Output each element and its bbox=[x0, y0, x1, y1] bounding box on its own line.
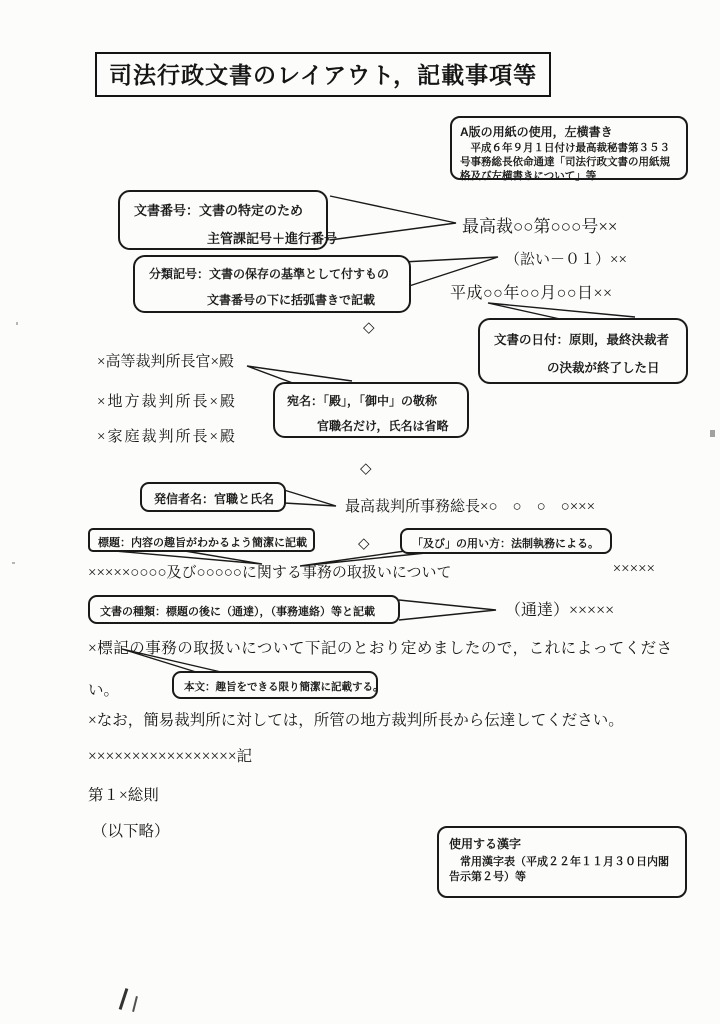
callout-sender-label: 発信者名：官職と氏名 bbox=[154, 492, 275, 506]
connector-sender bbox=[284, 490, 336, 506]
callout-doc-type bbox=[88, 595, 400, 624]
scan-artifact bbox=[12, 562, 15, 564]
callout-class-code-line2: 文書番号の下に括弧書きで記載 bbox=[207, 293, 376, 307]
callout-addressee-line2: 官職名だけ，氏名は省略 bbox=[317, 419, 449, 433]
addressee-line-2: ×地方裁判所長×殿 bbox=[97, 394, 237, 410]
note-paper-body: 平成６年９月１日付け最高裁秘書第３５３号事務総長依命通達「司法行政文書の用紙規格及び左横書きについて」等 bbox=[460, 142, 670, 183]
callout-doc-date-line1: 文書の日付：原則，最終決裁者 bbox=[494, 333, 670, 347]
callout-oyobi bbox=[400, 528, 612, 554]
callout-body-note bbox=[172, 671, 384, 699]
scan-artifact bbox=[16, 322, 18, 325]
class-code-line: （訟い－０１）×× bbox=[505, 252, 627, 268]
connector-doc-number bbox=[330, 196, 456, 240]
connector-doc-type bbox=[399, 600, 496, 620]
diamond-separator-1: ◇ bbox=[363, 320, 375, 336]
note-paper-heading: A版の用紙の使用，左横書き bbox=[460, 125, 613, 139]
callout-doc-number bbox=[118, 190, 338, 250]
callout-oyobi-label: 「及び」の用い方：法制執務による。 bbox=[412, 538, 599, 550]
callout-doc-date-line2: の決裁が終了した日 bbox=[547, 361, 660, 375]
note-kanji-body: 常用漢字表（平成２２年１１月３０日内閣告示第２号）等 bbox=[449, 856, 669, 883]
subject-line-left: ×××××○○○○及び○○○○○に関する事務の取扱いについて bbox=[88, 565, 452, 581]
ikaryaku-line: （以下略） bbox=[92, 823, 170, 840]
callout-addressee bbox=[273, 382, 469, 438]
note-kanji bbox=[437, 826, 687, 898]
callout-doc-number-line2: 主管課記号＋進行番号 bbox=[207, 231, 338, 246]
subject-line bbox=[88, 561, 655, 582]
callout-body-note-label: 本文：趣旨をできる限り簡潔に記載する。 bbox=[184, 681, 384, 693]
connector-doc-date bbox=[488, 303, 635, 319]
doc-type-line: （通達）××××× bbox=[505, 602, 615, 619]
callout-doc-type-label: 文書の種類：標題の後に（通達），（事務連絡）等と記載 bbox=[100, 606, 375, 618]
callout-subject-label: 標題：内容の趣旨がわかるよう簡潔に記載 bbox=[98, 537, 307, 549]
note-paper-standard bbox=[450, 116, 688, 183]
section-line: 第１×総則 bbox=[88, 787, 159, 804]
addressee-line-1: ×高等裁判所長官×殿 bbox=[97, 354, 234, 370]
callout-subject bbox=[88, 528, 315, 552]
callout-class-code bbox=[133, 255, 411, 313]
date-line: 平成○○年○○月○○日×× bbox=[450, 285, 613, 302]
doc-number-line: 最高裁○○第○○○号×× bbox=[462, 217, 618, 236]
ki-line: ×××××××××××××××××記 bbox=[88, 748, 253, 765]
addressee-line-3: ×家庭裁判所長×殿 bbox=[97, 429, 237, 445]
diamond-separator-3: ◇ bbox=[358, 536, 370, 552]
scan-artifact bbox=[710, 430, 715, 437]
callout-doc-number-line1: 文書番号：文書の特定のため bbox=[134, 203, 304, 218]
callout-class-code-line1: 分類記号：文書の保存の基準として付すもの bbox=[149, 267, 390, 281]
diamond-separator-2: ◇ bbox=[360, 461, 372, 477]
body-line-1: ×標記の事務の取扱いについて下記のとおり定めましたので，これによってくださ bbox=[88, 640, 673, 657]
callout-doc-date bbox=[478, 318, 688, 384]
subject-line-right: ××××× bbox=[612, 561, 655, 577]
sender-line: 最高裁判所事務総長×○ ○ ○ ○××× bbox=[345, 499, 596, 515]
note-kanji-heading: 使用する漢字 bbox=[449, 837, 522, 851]
callout-addressee-line1: 宛名：「殿」，「御中」の敬称 bbox=[287, 394, 438, 408]
page-title: 司法行政文書のレイアウト，記載事項等 bbox=[95, 52, 551, 97]
body-line-2: い。 bbox=[88, 682, 120, 699]
callout-sender bbox=[140, 482, 286, 512]
body-line-3: ×なお，簡易裁判所に対しては，所管の地方裁判所長から伝達してください。 bbox=[88, 712, 624, 729]
